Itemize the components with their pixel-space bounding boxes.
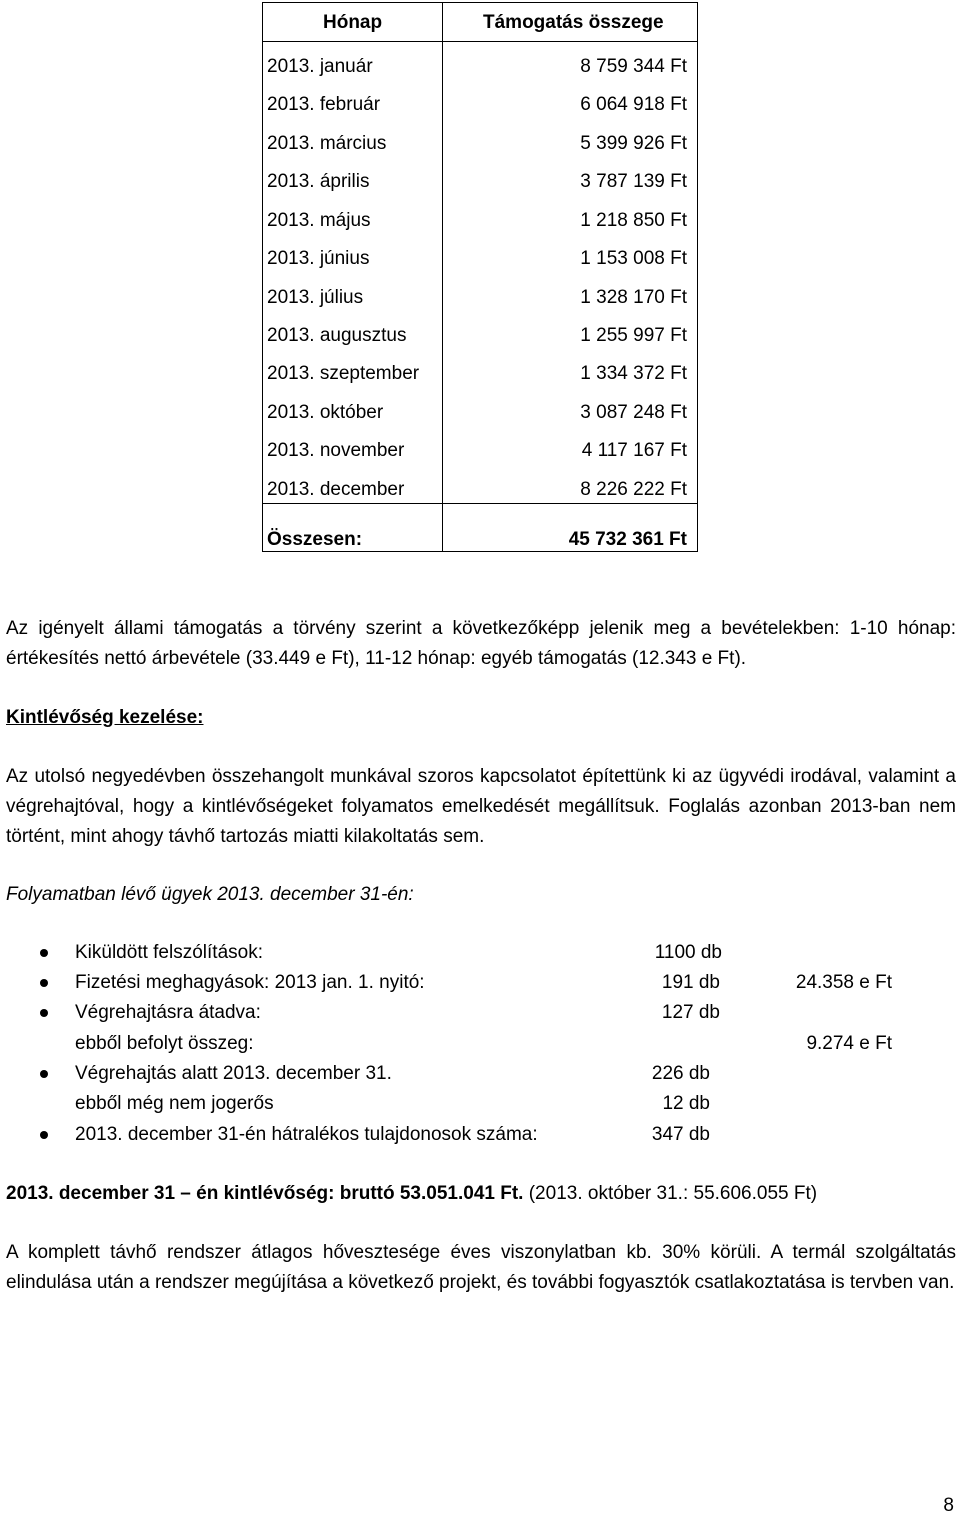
- state-support-paragraph: Az igényelt állami támogatás a törvény szerint a következőképp jelenik meg a bevételekben: 1-10 hónap: értékesítés nettó árbevétele (33.449 e Ft), 11-12 hónap: egyéb támogatás (12.343 e Ft).: [6, 618, 956, 669]
- header-amount: Támogatás összege: [483, 12, 664, 33]
- table-row-month: 2013. július: [267, 287, 364, 308]
- case-label: ebből még nem jogerős: [75, 1093, 274, 1114]
- table-row-amount: 1 218 850 Ft: [580, 210, 687, 231]
- table-row-month: 2013. január: [267, 56, 373, 77]
- case-count: 12 db: [662, 1093, 710, 1114]
- list-item: [0, 1120, 960, 1150]
- bullet-icon: [40, 1009, 48, 1017]
- case-label: Végrehajtás alatt 2013. december 31.: [75, 1063, 392, 1084]
- list-item: [0, 1029, 960, 1059]
- table-row-month: 2013. augusztus: [267, 325, 407, 346]
- table-row-amount: 1 328 170 Ft: [580, 287, 687, 308]
- table-row-month: 2013. február: [267, 94, 381, 115]
- table-row-amount: 8 226 222 Ft: [580, 479, 687, 500]
- receivables-paragraph: Az utolsó negyedévben összehangolt munkával szoros kapcsolatot építettünk ki az ügyvédi irodával, valamint a végrehajtóval, hogy a kintlévőségeket folyamatos emelkedését megállítsuk. Foglalás azonban 2013-ban nem történt, mint ahogy távhő tartozás miatti kilakoltatás sem.: [6, 766, 956, 847]
- case-count: 1100 db: [654, 942, 722, 963]
- table-row-amount: 1 153 008 Ft: [580, 248, 687, 269]
- total-amount: 45 732 361 Ft: [568, 529, 687, 550]
- receivables-heading: Kintlévőség kezelése:: [6, 707, 204, 728]
- table-row-amount: 6 064 918 Ft: [580, 94, 687, 115]
- table-row-month: 2013. október: [267, 402, 384, 423]
- table-row-amount: 4 117 167 Ft: [581, 440, 687, 461]
- table-row-amount: 3 787 139 Ft: [580, 171, 687, 192]
- table-row-amount: 8 759 344 Ft: [580, 56, 687, 77]
- receivables-total-previous: (2013. október 31.: 55.606.055 Ft): [523, 1183, 818, 1204]
- case-count: 226 db: [651, 1063, 710, 1084]
- page-number: 8: [943, 1495, 954, 1516]
- header-month: Hónap: [323, 12, 383, 33]
- bullet-icon: [40, 1070, 48, 1078]
- table-row-amount: 1 255 997 Ft: [580, 325, 687, 346]
- column-divider: [442, 3, 443, 551]
- list-item: [0, 968, 960, 998]
- table-row-month: 2013. november: [267, 440, 405, 461]
- case-label: Fizetési meghagyások: 2013 jan. 1. nyitó:: [75, 972, 425, 993]
- case-label: ebből befolyt összeg:: [75, 1033, 254, 1054]
- receivables-total: [6, 1179, 956, 1209]
- table-row-month: 2013. december: [267, 479, 405, 500]
- support-table: [262, 2, 698, 552]
- list-item: [0, 1089, 960, 1119]
- bullet-icon: [40, 979, 48, 987]
- header-divider: [263, 41, 697, 42]
- case-amount: 9.274 e Ft: [806, 1033, 892, 1054]
- list-item: [0, 1059, 960, 1089]
- table-row-amount: 5 399 926 Ft: [580, 133, 687, 154]
- total-divider: [263, 503, 697, 504]
- table-row-amount: 3 087 248 Ft: [580, 402, 687, 423]
- case-count: 127 db: [661, 1002, 720, 1023]
- table-row-month: 2013. március: [267, 133, 387, 154]
- cases-heading: Folyamatban lévő ügyek 2013. december 31-én:: [6, 884, 414, 905]
- table-row-month: 2013. május: [267, 210, 371, 231]
- list-item: [0, 998, 960, 1028]
- case-count: 191 db: [661, 972, 720, 993]
- list-item: [0, 938, 960, 968]
- case-amount: 24.358 e Ft: [795, 972, 892, 993]
- table-row-month: 2013. április: [267, 171, 370, 192]
- case-count: 347 db: [651, 1124, 710, 1145]
- receivables-total-bold: 2013. december 31 – én kintlévőség: bruttó 53.051.041 Ft.: [6, 1183, 524, 1204]
- bullet-icon: [40, 1131, 48, 1139]
- case-label: Végrehajtásra átadva:: [75, 1002, 261, 1023]
- table-row-amount: 1 334 372 Ft: [580, 363, 687, 384]
- table-row-month: 2013. június: [267, 248, 370, 269]
- table-row-month: 2013. szeptember: [267, 363, 420, 384]
- bullet-icon: [40, 949, 48, 957]
- case-label: 2013. december 31-én hátralékos tulajdonosok száma:: [75, 1124, 538, 1145]
- total-label: Összesen:: [267, 529, 363, 550]
- case-label: Kiküldött felszólítások:: [75, 942, 263, 963]
- closing-paragraph: A komplett távhő rendszer átlagos hővesztesége éves viszonylatban kb. 30% körüli. A termál szolgáltatás elindulása után a rendszer megújítása a következő projekt, és további fogyasztók csatlakoztatása is tervben van.: [6, 1242, 956, 1293]
